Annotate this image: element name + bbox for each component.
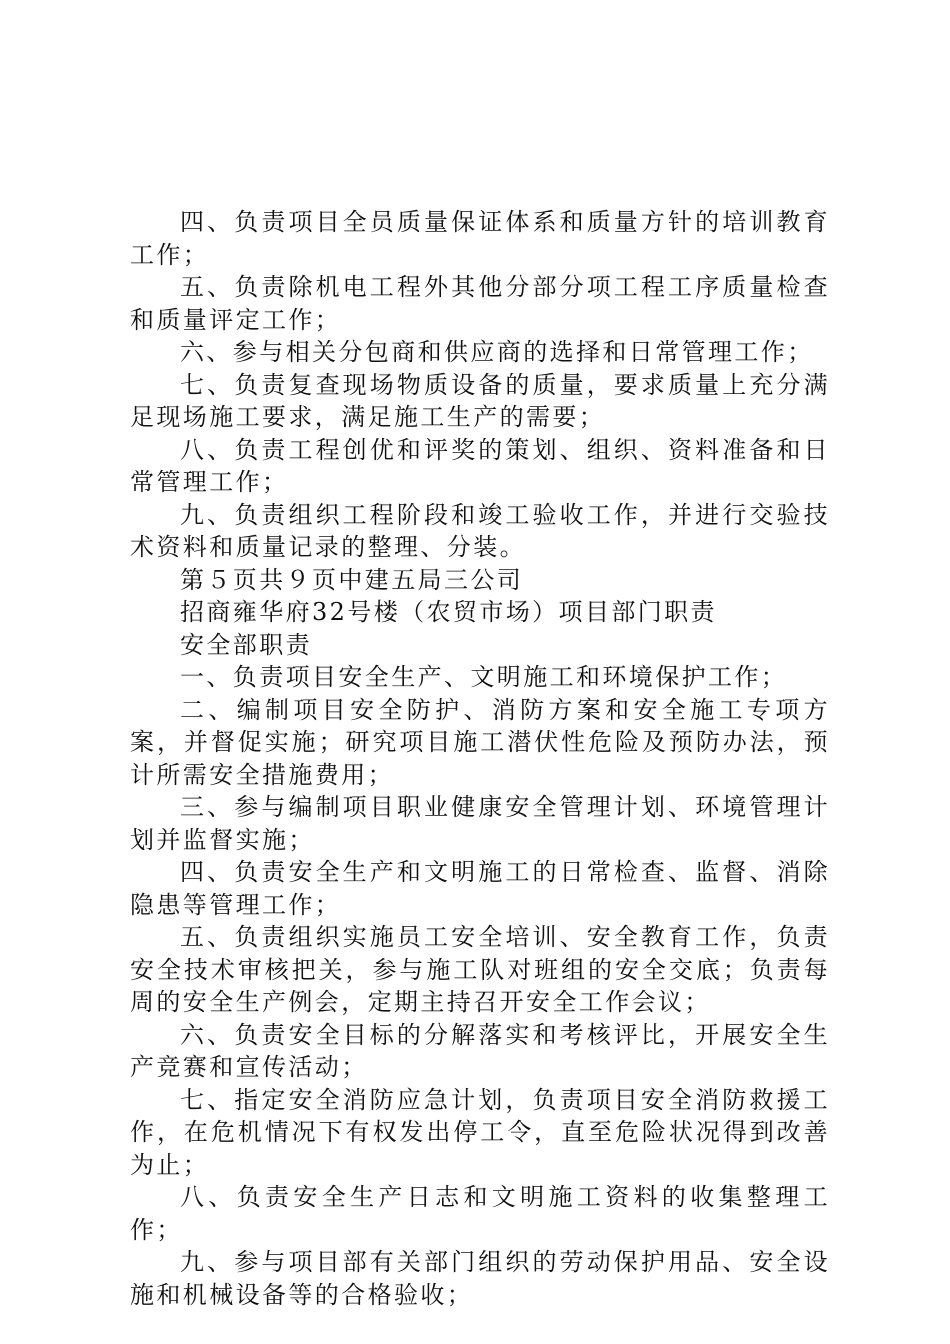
safety-item-5: 五、负责组织实施员工安全培训、安全教育工作，负责安全技术审核把关，参与施工队对班组的安全交底；负责每周的安全生产例会，定期主持召开安全工作会议； <box>130 923 830 1016</box>
quality-item-5: 五、负责除机电工程外其他分部分项工程工序质量检查和质量评定工作； <box>130 273 830 334</box>
safety-item-4: 四、负责安全生产和文明施工的日常检查、监督、消除隐患等管理工作； <box>130 858 830 919</box>
safety-item-7: 七、指定安全消防应急计划，负责项目安全消防救援工作，在危机情况下有权发出停工令，直至危险状况得到改善为止； <box>130 1085 830 1179</box>
quality-item-6: 六、参与相关分包商和供应商的选择和日常管理工作； <box>180 338 814 366</box>
quality-item-9: 九、负责组织工程阶段和竣工验收工作，并进行交验技术资料和质量记录的整理、分装。 <box>130 500 830 561</box>
document-page <box>130 206 830 1311</box>
project-title: 招商雍华府32号楼（农贸市场）项目部门职责 <box>180 598 717 626</box>
safety-item-1: 一、负责项目安全生产、文明施工和环境保护工作； <box>180 663 788 691</box>
safety-item-3: 三、参与编制项目职业健康安全管理计划、环境管理计划并监督实施； <box>130 793 830 854</box>
quality-item-4: 四、负责项目全员质量保证体系和质量方针的培训教育工作； <box>130 208 830 269</box>
safety-item-8: 八、负责安全生产日志和文明施工资料的收集整理工作； <box>130 1183 830 1244</box>
section-heading-safety: 安全部职责 <box>180 630 312 659</box>
safety-item-9: 九、参与项目部有关部门组织的劳动保护用品、安全设施和机械设备等的合格验收； <box>130 1248 830 1309</box>
safety-item-2: 二、编制项目安全防护、消防方案和安全施工专项方案，并督促实施；研究项目施工潜伏性危险及预防办法，预计所需安全措施费用； <box>130 695 830 789</box>
page-footer-info: 第５页共９页中建五局三公司 <box>180 565 524 594</box>
quality-item-8: 八、负责工程创优和评奖的策划、组织、资料准备和日常管理工作； <box>130 435 830 496</box>
safety-item-6: 六、负责安全目标的分解落实和考核评比，开展安全生产竞赛和宣传活动； <box>130 1020 830 1081</box>
quality-item-7: 七、负责复查现场物质设备的质量，要求质量上充分满足现场施工要求，满足施工生产的需要； <box>130 370 830 431</box>
